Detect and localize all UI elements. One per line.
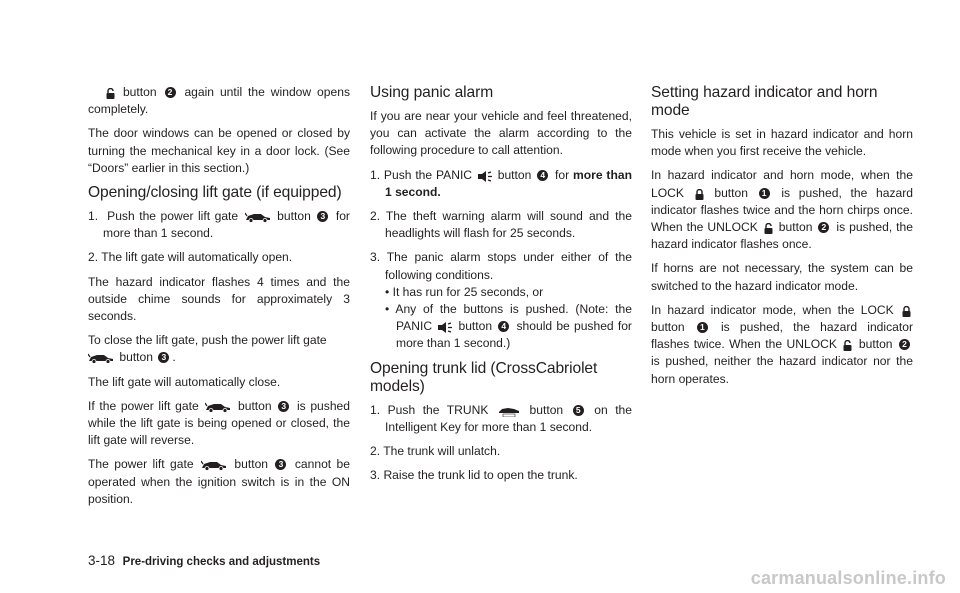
step-3-panic: 3. The panic alarm stops under either of the following conditions.	[370, 250, 632, 282]
section-title: Pre-driving checks and adjustments	[122, 556, 321, 568]
heading-lift-gate: Opening/closing lift gate (if equipped)	[88, 184, 342, 202]
paragraph-close-lift-gate: To close the lift gate, push the power lift gate button 3 .	[88, 333, 327, 365]
step-1-trunk: 1. Push the TRUNK button 5 on the Intelligent Key for more than 1 second.	[370, 402, 633, 434]
callout-2: 2	[899, 339, 910, 350]
lock-icon	[695, 189, 704, 200]
paragraph-switch-mode: If horns are not necessary, the system can be switched to the hazard indicator mode.	[651, 261, 913, 293]
column-right	[651, 84, 913, 395]
step-2-lift-gate: 2. The lift gate will automatically open.	[88, 250, 293, 265]
paragraph-default-mode: This vehicle is set in hazard indicator and horn mode when you first receive the vehicle.	[651, 127, 913, 159]
unlock-icon	[843, 340, 852, 351]
column-left	[88, 84, 350, 515]
paragraph-ignition: The power lift gate button 3 cannot be operated when the ignition switch is in the ON position.	[88, 457, 350, 506]
step-2-panic: 2. The theft warning alarm will sound and the headlights will flash for 25 seconds.	[370, 209, 632, 241]
callout-3: 3	[317, 211, 328, 222]
trunk-icon	[498, 406, 520, 417]
step-1-lift-gate: 1. Push the power lift gate button 3 for more than 1 second.	[88, 209, 350, 241]
step-3-trunk: 3. Raise the trunk lid to open the trunk.	[370, 468, 578, 483]
paragraph-auto-close: The lift gate will automatically close.	[88, 374, 281, 389]
lock-icon	[902, 306, 911, 317]
heading-panic-alarm: Using panic alarm	[370, 84, 494, 101]
heading-hazard-horn: Setting hazard indicator and horn mode	[651, 84, 878, 119]
callout-3: 3	[158, 352, 169, 363]
panic-horn-icon	[478, 171, 492, 182]
paragraph-door-windows: The door windows can be opened or closed by turning the mechanical key in a door lock. (See “Doors” earlier in this section.)	[88, 126, 350, 175]
paragraph-panic-intro: If you are near your vehicle and feel threatened, you can activate the alarm according to the following procedure to call attention.	[370, 109, 632, 158]
vehicle-liftgate-icon	[88, 353, 114, 364]
unlock-icon	[106, 88, 115, 99]
heading-trunk-lid: Opening trunk lid (CrossCabriolet models)	[370, 359, 598, 395]
paragraph-hazard-flash: The hazard indicator flashes 4 times and the outside chime sounds for approximately 3 seconds.	[88, 274, 350, 324]
step-1-panic: 1. Push the PANIC button 4 for more than 1 second.	[370, 167, 632, 199]
paragraph-hazard-mode: In hazard indicator mode, when the LOCK button 1 is pushed, the hazard indicator flashes twice. When the UNLOCK button 2 is pushed, neither the hazard indicator nor the horn operates.	[651, 302, 913, 386]
watermark: carmanualsonline.info	[750, 568, 946, 588]
unlock-icon	[764, 223, 773, 234]
callout-3: 3	[275, 459, 286, 470]
callout-4: 4	[498, 321, 509, 332]
vehicle-liftgate-icon	[245, 212, 271, 223]
panic-horn-icon	[438, 322, 452, 333]
step-2-trunk: 2. The trunk will unlatch.	[370, 444, 501, 459]
callout-2: 2	[165, 87, 176, 98]
callout-4: 4	[537, 170, 548, 181]
callout-3: 3	[278, 401, 289, 412]
paragraph-window: button 2 again until the window opens completely.	[88, 85, 350, 117]
callout-1: 1	[697, 322, 708, 333]
callout-1: 1	[759, 188, 770, 199]
bullet-25-seconds: • It has run for 25 seconds, or	[385, 284, 544, 299]
callout-2: 2	[818, 222, 829, 233]
page-footer	[88, 553, 320, 568]
paragraph-reverse: If the power lift gate button 3 is pushed while the lift gate is being opened or closed, the lift gate will reverse.	[88, 398, 350, 448]
paragraph-horn-mode: In hazard indicator and horn mode, when the LOCK button 1 is pushed, the hazard indicator flashes twice and the horn chirps once. When the UNLOCK button 2 is pushed, the hazard indicator flashes once.	[651, 168, 913, 252]
vehicle-liftgate-icon	[201, 460, 227, 471]
page-number: 3-18	[88, 553, 116, 568]
column-middle	[370, 84, 632, 491]
callout-5: 5	[573, 405, 584, 416]
vehicle-liftgate-icon	[205, 402, 231, 413]
bullet-any-button: • Any of the buttons is pushed. (Note: the PANIC button 4 should be pushed for more than 1 second.)	[385, 302, 632, 351]
